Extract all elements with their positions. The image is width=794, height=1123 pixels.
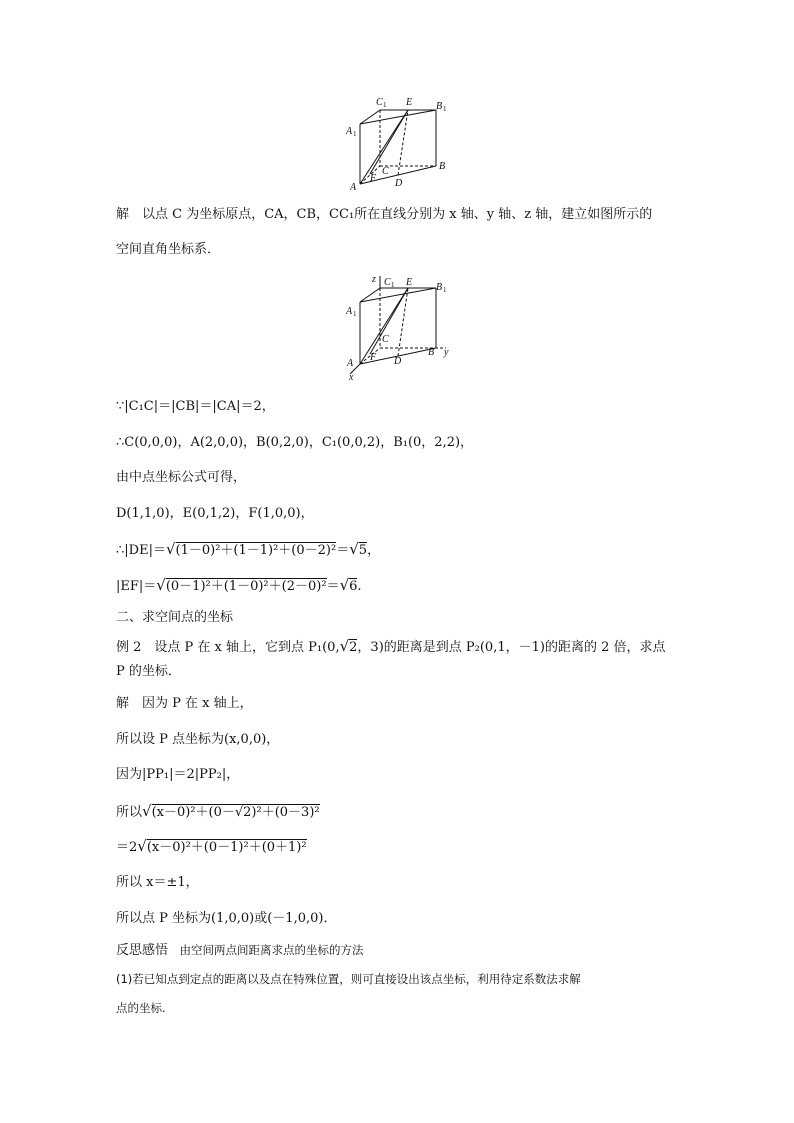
label-F: F	[370, 173, 377, 184]
distance-EF: |EF|＝√(0－1)²＋(1－0)²＋(2－0)²＝√6.	[116, 576, 362, 594]
step-5-radicand: (x－0)²＋(0－1)²＋(0＋1)²	[146, 840, 307, 855]
solution-step-3: 因为|PP₁|＝2|PP₂|，	[116, 767, 240, 782]
label-E: E	[406, 277, 413, 288]
example-2-part-b: ，3)的距离是到点 P₂(0,1，－1)的距离的 2 倍，求点	[357, 640, 666, 655]
distance-DE-result: 5	[358, 543, 368, 558]
label-D: D	[395, 178, 403, 189]
label-A: A	[347, 358, 354, 369]
solution-step-5: ＝2√(x－0)²＋(0－1)²＋(0＋1)²	[116, 837, 307, 855]
label-C: C	[382, 166, 389, 177]
label-F: F	[370, 352, 377, 363]
label-x: x	[349, 372, 354, 383]
solution-step-6: 所以 x＝±1，	[116, 875, 199, 890]
label-B1: B	[436, 282, 443, 293]
distance-DE-radicand: (1－0)²＋(1－1)²＋(0－2)²	[175, 543, 337, 558]
label-C1-sub: 1	[383, 101, 387, 109]
label-y: y	[444, 347, 449, 358]
label-z: z	[372, 274, 376, 285]
figure-prism-2	[340, 272, 460, 382]
solution-step-1: 解 因为 P 在 x 轴上，	[116, 696, 253, 711]
label-C1: C	[384, 277, 391, 288]
label-A1-sub: 1	[353, 130, 357, 138]
midpoint-formula: 由中点坐标公式可得，	[116, 470, 247, 485]
distance-DE: ∴|DE|＝√(1－0)²＋(1－1)²＋(0－2)²＝√5，	[116, 540, 381, 558]
distance-EF-end: .	[357, 579, 362, 594]
solution-intro-line1: 解 以点 C 为坐标原点，CA，CB，CC₁所在直线分别为 x 轴、y 轴、z 轴，建立如图所示的	[116, 207, 653, 222]
label-B: B	[428, 347, 435, 358]
label-C1-sub: 1	[391, 281, 395, 289]
reflection-line2: 点的坐标.	[116, 1001, 166, 1015]
label-A1: A	[346, 306, 353, 317]
label-B1-sub: 1	[443, 105, 447, 113]
label-C1: C	[376, 97, 383, 108]
solution-step-2: 所以设 P 点坐标为(x,0,0)，	[116, 732, 280, 747]
label-A1-sub: 1	[353, 310, 357, 318]
figure-prism-1	[340, 94, 460, 194]
reflection-line1: (1)若已知点到定点的距离以及点在特殊位置，则可直接设出该点坐标，利用待定系数法求解	[116, 972, 581, 986]
example-2-radicand: 2	[349, 640, 358, 655]
label-A1: A	[346, 126, 353, 137]
solution-intro-line2: 空间直角坐标系．	[116, 242, 221, 257]
reflection-subtitle: 由空间两点间距离求点的坐标的方法	[168, 943, 364, 957]
distance-EF-eq: ＝	[326, 579, 340, 594]
section-heading: 二、求空间点的坐标	[116, 610, 234, 625]
solution-step-4: 所以√(x－0)²＋(0－√2)²＋(0－3)²	[116, 802, 320, 820]
reflection-heading	[116, 941, 364, 960]
point-coordinates: ∴C(0,0,0)，A(2,0,0)，B(0,2,0)，C₁(0,0,2)，B₁(0，2,2)，	[116, 435, 474, 450]
reflection-title: 反思感悟	[116, 943, 169, 958]
given-lengths: ∵|C₁C|＝|CB|＝|CA|＝2，	[116, 399, 275, 414]
distance-DE-end: ，	[367, 543, 381, 558]
distance-DE-lhs: ∴|DE|＝	[116, 543, 166, 558]
step-4-radicand: (x－0)²＋(0－√2)²＋(0－3)²	[151, 805, 320, 820]
distance-DE-eq: ＝	[336, 543, 350, 558]
label-D: D	[394, 356, 402, 367]
label-B1: B	[436, 101, 443, 112]
label-C: C	[382, 334, 389, 345]
example-2-line2: P 的坐标．	[116, 664, 181, 679]
solution-answer: 所以点 P 坐标为(1,0,0)或(－1,0,0)．	[116, 911, 337, 926]
example-2-line1: 例 2 设点 P 在 x 轴上，它到点 P₁(0,√2，3)的距离是到点 P₂(0,1，－1)的距离的 2 倍，求点	[116, 637, 666, 655]
label-E: E	[406, 97, 413, 108]
example-2-part-a: 例 2 设点 P 在 x 轴上，它到点 P₁(0,	[116, 640, 340, 655]
label-A: A	[350, 182, 357, 193]
prism-diagram-1	[340, 94, 460, 194]
distance-EF-lhs: |EF|＝	[116, 579, 157, 594]
prism-diagram-2	[340, 272, 460, 382]
label-B: B	[439, 161, 446, 172]
midpoint-coordinates: D(1,1,0)，E(0,1,2)，F(1,0,0)，	[116, 506, 314, 521]
step-4-prefix: 所以	[116, 805, 143, 820]
step-5-prefix: ＝2	[116, 840, 138, 855]
distance-EF-radicand: (0－1)²＋(1－0)²＋(2－0)²	[165, 579, 327, 594]
distance-EF-result: 6	[349, 579, 358, 594]
label-B1-sub: 1	[443, 286, 447, 294]
